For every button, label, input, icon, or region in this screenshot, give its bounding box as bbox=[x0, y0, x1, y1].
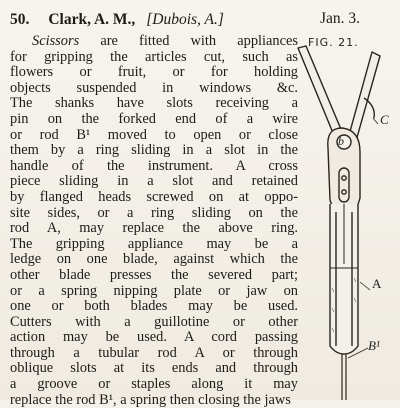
body-line: pin on the forked end of a wire bbox=[10, 110, 298, 127]
body-line: ledge on one blade, against which the bbox=[10, 251, 298, 268]
body-line: flowers or fruit, or for holding bbox=[10, 64, 298, 81]
body-line: a groove or staples along it may bbox=[10, 376, 298, 393]
entry-date: Jan. 3. bbox=[320, 10, 361, 27]
body-line: objects suspended in windows &c. bbox=[10, 79, 298, 96]
body-line-rest: are fitted with appliances bbox=[79, 33, 298, 49]
body-line: through a tubular rod A or through bbox=[10, 344, 298, 361]
body-line bbox=[10, 34, 298, 50]
entry-number: 50. bbox=[10, 11, 30, 28]
figure-title: FIG. 21. bbox=[308, 36, 359, 49]
body-line: or a spring nipping plate or jaw on bbox=[10, 282, 298, 299]
entry-header bbox=[10, 8, 390, 30]
entry-name: Clark, A. M., bbox=[48, 11, 136, 28]
label-c: C bbox=[380, 112, 389, 127]
label-b1: B¹ bbox=[368, 338, 380, 353]
body-line: them by a ring sliding in a slot in the bbox=[10, 142, 298, 159]
body-line: by flanged heads screwed on at oppo- bbox=[10, 188, 298, 205]
body-line: for gripping the articles cut, such as bbox=[10, 48, 298, 65]
body-line: piece sliding in a slot and retained bbox=[10, 173, 298, 190]
body-line: site sides, or a ring sliding on the bbox=[10, 204, 298, 221]
rod-b1 bbox=[342, 354, 346, 400]
body-text bbox=[10, 34, 298, 408]
body-line: other blade presses the severed part; bbox=[10, 266, 298, 283]
label-b: b bbox=[338, 134, 344, 148]
body-line: one or both blades may be used. bbox=[10, 298, 298, 315]
body-line: oblique slots at its ends and through bbox=[10, 360, 298, 377]
body-line: replace the rod B¹, a spring then closing the jaws bbox=[10, 391, 291, 408]
body-line: rod A, may replace the above ring. bbox=[10, 220, 298, 237]
body-line: handle of the instrument. A cross bbox=[10, 157, 298, 174]
body-line: The shanks have slots receiving a bbox=[10, 95, 298, 112]
body-line: Cutters with a guillotine or other bbox=[10, 313, 298, 330]
label-a: A bbox=[372, 276, 382, 291]
body-line: action may be used. A cord passing bbox=[10, 329, 298, 346]
scissors-figure bbox=[276, 28, 400, 400]
entry-bracket: [Dubois, A.] bbox=[146, 11, 224, 28]
body-line: The gripping appliance may be a bbox=[10, 235, 298, 252]
body-line: or rod B¹ moved to open or close bbox=[10, 126, 298, 143]
body-line-emphasis: Scissors bbox=[32, 33, 80, 49]
